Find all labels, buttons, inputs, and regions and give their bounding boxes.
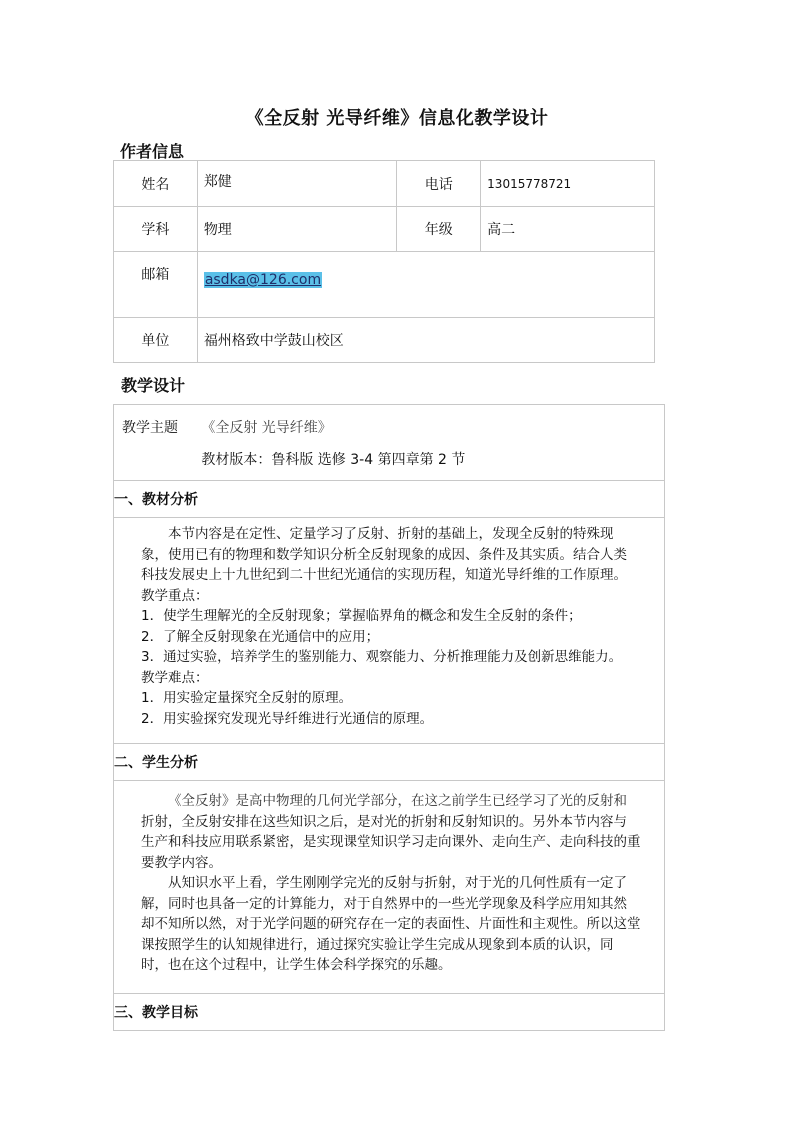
section2-line: 折射，全反射安排在这些知识之后，是对光的折射和反射知识的。另外本节内容与 [141, 813, 627, 830]
section1-line: 1．使学生理解光的全反射现象；掌握临界角的概念和发生全反射的条件； [141, 608, 582, 624]
section3-heading: 三、教学目标 [114, 994, 665, 1031]
section2-line: 时，也在这个过程中，让学生体会科学探究的乐趣。 [141, 957, 452, 973]
design-heading: 教学设计 [121, 376, 186, 395]
table-row [114, 161, 655, 207]
section2-line: 生产和科技应用联系紧密，是实现课堂知识学习走向课外、走向生产、走向科技的重 [141, 834, 641, 850]
section1-line: 教学重点： [141, 587, 209, 604]
name-label: 姓名 [114, 161, 198, 207]
section2-heading: 二、学生分析 [114, 744, 665, 781]
section2-line: 从知识水平上看，学生刚刚学完光的反射与折射，对于光的几何性质有一定了 [168, 875, 627, 891]
section1-line: 象，使用已有的物理和数学知识分析全反射现象的成因、条件及其实质。结合人类 [141, 546, 627, 563]
table-row [114, 481, 665, 518]
table-row [114, 207, 655, 252]
table-row [114, 518, 665, 744]
section2-line: 解，同时也具备一定的计算能力，对于自然界中的一些光学现象及科学应用知其然 [141, 895, 627, 912]
subject-label: 学科 [114, 207, 198, 252]
section1-line: 3．通过实验，培养学生的鉴别能力、观察能力、分析推理能力及创新思维能力。 [141, 649, 623, 665]
grade-value: 高二 [481, 207, 655, 252]
name-value: 郑健 [197, 161, 397, 207]
section2-line: 《全反射》是高中物理的几何光学部分，在这之前学生已经学习了光的反射和 [168, 793, 627, 809]
design-table [113, 404, 665, 1031]
author-info-table [113, 160, 655, 363]
document-title: 《全反射 光导纤维》信息化教学设计 [245, 108, 549, 129]
section1-line: 2．用实验探究发现光导纤维进行光通信的原理。 [141, 710, 434, 727]
section1-line: 科技发展史上十九世纪到二十世纪光通信的实现历程，知道光导纤维的工作原理。 [141, 567, 627, 583]
table-row [114, 405, 665, 481]
section1-line: 2．了解全反射现象在光通信中的应用； [141, 628, 380, 645]
subject-value: 物理 [197, 207, 397, 252]
grade-label: 年级 [397, 207, 481, 252]
unit-value: 福州格致中学鼓山校区 [197, 318, 654, 363]
phone-label: 电话 [397, 161, 481, 207]
section1-heading: 一、教材分析 [114, 481, 665, 518]
topic-label: 教学主题 [114, 405, 202, 481]
section2-line: 课按照学生的认知规律进行，通过探究实验让学生完成从现象到本质的认识，同 [141, 936, 614, 953]
table-row [114, 318, 655, 363]
table-row [114, 781, 665, 994]
section2-line: 却不知所以然，对于光学问题的研究存在一定的表面性、片面性和主观性。所以这堂 [141, 916, 641, 932]
phone-value: 13015778721 [481, 161, 655, 207]
table-row [114, 252, 655, 318]
textbook-version: 教材版本：鲁科版 选修 3-4 第四章第 2 节 [201, 452, 466, 468]
table-row [114, 994, 665, 1031]
unit-label: 单位 [114, 318, 198, 363]
email-label: 邮箱 [114, 252, 198, 318]
section1-line: 教学难点： [141, 669, 209, 686]
section1-line: 本节内容是在定性、定量学习了反射、折射的基础上，发现全反射的特殊现 [168, 526, 614, 542]
topic-value: 《全反射 光导纤维》 [201, 420, 332, 436]
email-link[interactable]: asdka@126.com [204, 272, 322, 288]
section2-line: 要教学内容。 [141, 854, 222, 871]
section1-line: 1．用实验定量探究全反射的原理。 [141, 690, 353, 706]
table-row [114, 744, 665, 781]
author-info-heading: 作者信息 [120, 142, 185, 161]
